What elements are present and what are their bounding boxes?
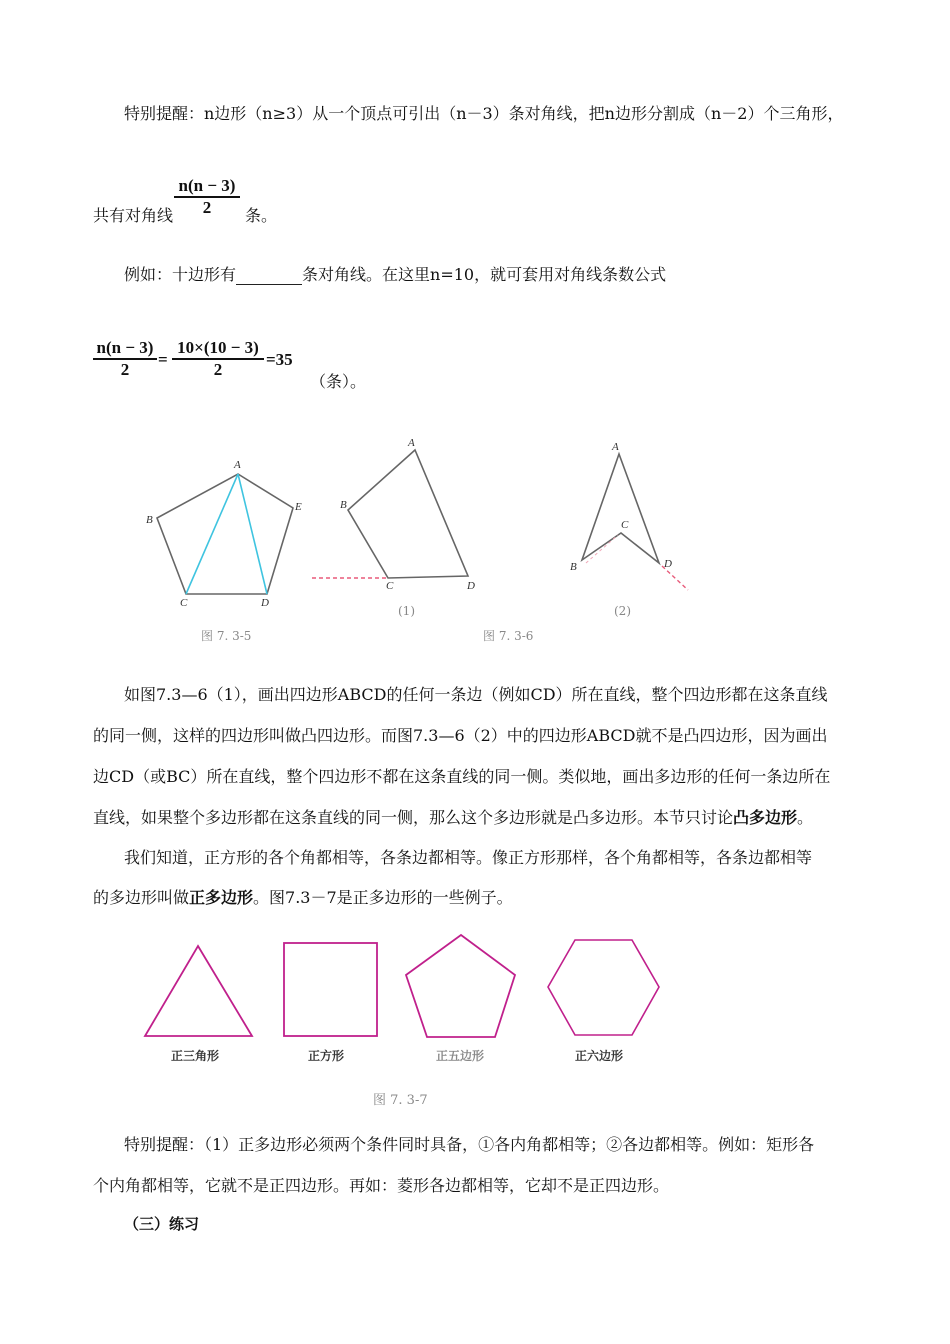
vertex-c-label: C <box>180 597 188 609</box>
convex-paragraph-line-2: 的同一侧，这样的四边形叫做凸四边形。而图7.3—6（2）中的四边形ABCD就不是凸四边形，因为画出 <box>93 726 828 745</box>
diagonal-ac <box>186 474 238 594</box>
square <box>284 943 377 1036</box>
vertex-d-label: D <box>664 558 672 570</box>
figure-caption-7-3-6: 图 7. 3-6 <box>483 629 534 643</box>
figure-sub-label-1: (1) <box>398 604 415 618</box>
figure-caption-7-3-5: 图 7. 3-5 <box>201 629 252 643</box>
example-sentence <box>124 265 666 285</box>
diagonal-formula <box>174 176 240 218</box>
tip-paragraph: 特别提醒：n边形（n≥3）从一个顶点可引出（n－3）条对角线，把n边形分割成（n－2）个三角形， <box>124 104 844 123</box>
tip2-line-2: 个内角都相等，它就不是正四边形。再如：菱形各边都相等，它却不是正四边形。 <box>93 1176 670 1195</box>
equilateral-triangle <box>145 946 252 1036</box>
extended-line-bc <box>586 535 618 563</box>
formula2-numerator-1: n(n − 3) <box>96 338 154 357</box>
diagonal-count-suffix: 条。 <box>245 206 278 225</box>
pentagon-figure <box>146 459 302 609</box>
formula-denominator: 2 <box>202 198 212 217</box>
formula2-denominator-1: 2 <box>120 360 130 379</box>
vertex-a-label: A <box>234 459 241 471</box>
vertex-d-label: D <box>467 580 475 592</box>
square-label: 正方形 <box>308 1049 345 1063</box>
formula-numerator: n(n − 3) <box>178 176 236 195</box>
concave-quadrilateral <box>570 441 688 590</box>
vertex-c-label: C <box>386 580 394 592</box>
triangle-label: 正三角形 <box>171 1049 220 1063</box>
period: 。 <box>797 808 814 827</box>
vertex-b-label: B <box>570 561 577 573</box>
diagonal-ad <box>238 474 267 594</box>
convex-paragraph-text: 直线，如果整个多边形都在这条直线的同一侧，那么这个多边形就是凸多边形。本节只讨论 <box>93 808 734 827</box>
vertex-a-label: A <box>612 441 619 453</box>
vertex-c-label: C <box>621 519 629 531</box>
example-prefix: 例如：十边形有 <box>124 265 237 284</box>
convex-paragraph-line-4 <box>93 808 813 828</box>
vertex-e-label: E <box>295 501 302 513</box>
pentagon-label: 正五边形 <box>436 1049 485 1063</box>
figure-caption-7-3-7: 图 7. 3-7 <box>373 1093 428 1108</box>
formula2-fraction-1 <box>93 338 157 380</box>
regular-paragraph-line-1: 我们知道，正方形的各个角都相等，各条边都相等。像正方形那样，各个角都相等，各条边都相等 <box>124 848 813 867</box>
convex-paragraph-line-3: 边CD（或BC）所在直线，整个四边形不都在这条直线的同一侧。类似地，画出多边形的任何一条边所在 <box>93 767 831 786</box>
hexagon-label: 正六边形 <box>575 1049 624 1063</box>
regular-polygon-term: 正多边形 <box>189 888 254 907</box>
tip2-line-1: 特别提醒：（1）正多边形必须两个条件同时具备，①各内角都相等；②各边都相等。例如：矩形各 <box>124 1135 815 1154</box>
formula2-denominator-2: 2 <box>213 360 223 379</box>
regular-paragraph-suffix: 。图7.3－7是正多边形的一些例子。 <box>253 888 513 907</box>
vertex-d-label: D <box>261 597 269 609</box>
formula2-numerator-2: 10×(10 − 3) <box>177 338 259 357</box>
regular-paragraph-line-2 <box>93 888 513 908</box>
regular-hexagon <box>548 940 659 1035</box>
unit-label: （条）。 <box>310 372 367 391</box>
formula2-fraction-2 <box>172 338 264 380</box>
answer-blank <box>236 268 302 285</box>
regular-paragraph-prefix: 的多边形叫做 <box>93 888 190 907</box>
vertex-b-label: B <box>146 514 153 526</box>
section-heading: （三）练习 <box>124 1215 200 1233</box>
convex-polygon-term: 凸多边形 <box>733 808 798 827</box>
regular-polygons-figure <box>140 928 670 1043</box>
convex-paragraph-line-1: 如图7.3—6（1），画出四边形ABCD的任何一条边（例如CD）所在直线，整个四边形都在这条直线 <box>124 685 828 704</box>
convex-quadrilateral <box>312 437 475 592</box>
example-suffix: 条对角线。在这里n=10，就可套用对角线条数公式 <box>302 265 667 284</box>
regular-pentagon <box>406 935 515 1037</box>
vertex-a-label: A <box>408 437 415 449</box>
result-value: =35 <box>266 350 293 369</box>
vertex-b-label: B <box>340 499 347 511</box>
diagonal-count-prefix: 共有对角线 <box>93 206 174 225</box>
equals-sign: = <box>158 350 168 369</box>
figure-sub-label-2: (2) <box>614 604 631 618</box>
